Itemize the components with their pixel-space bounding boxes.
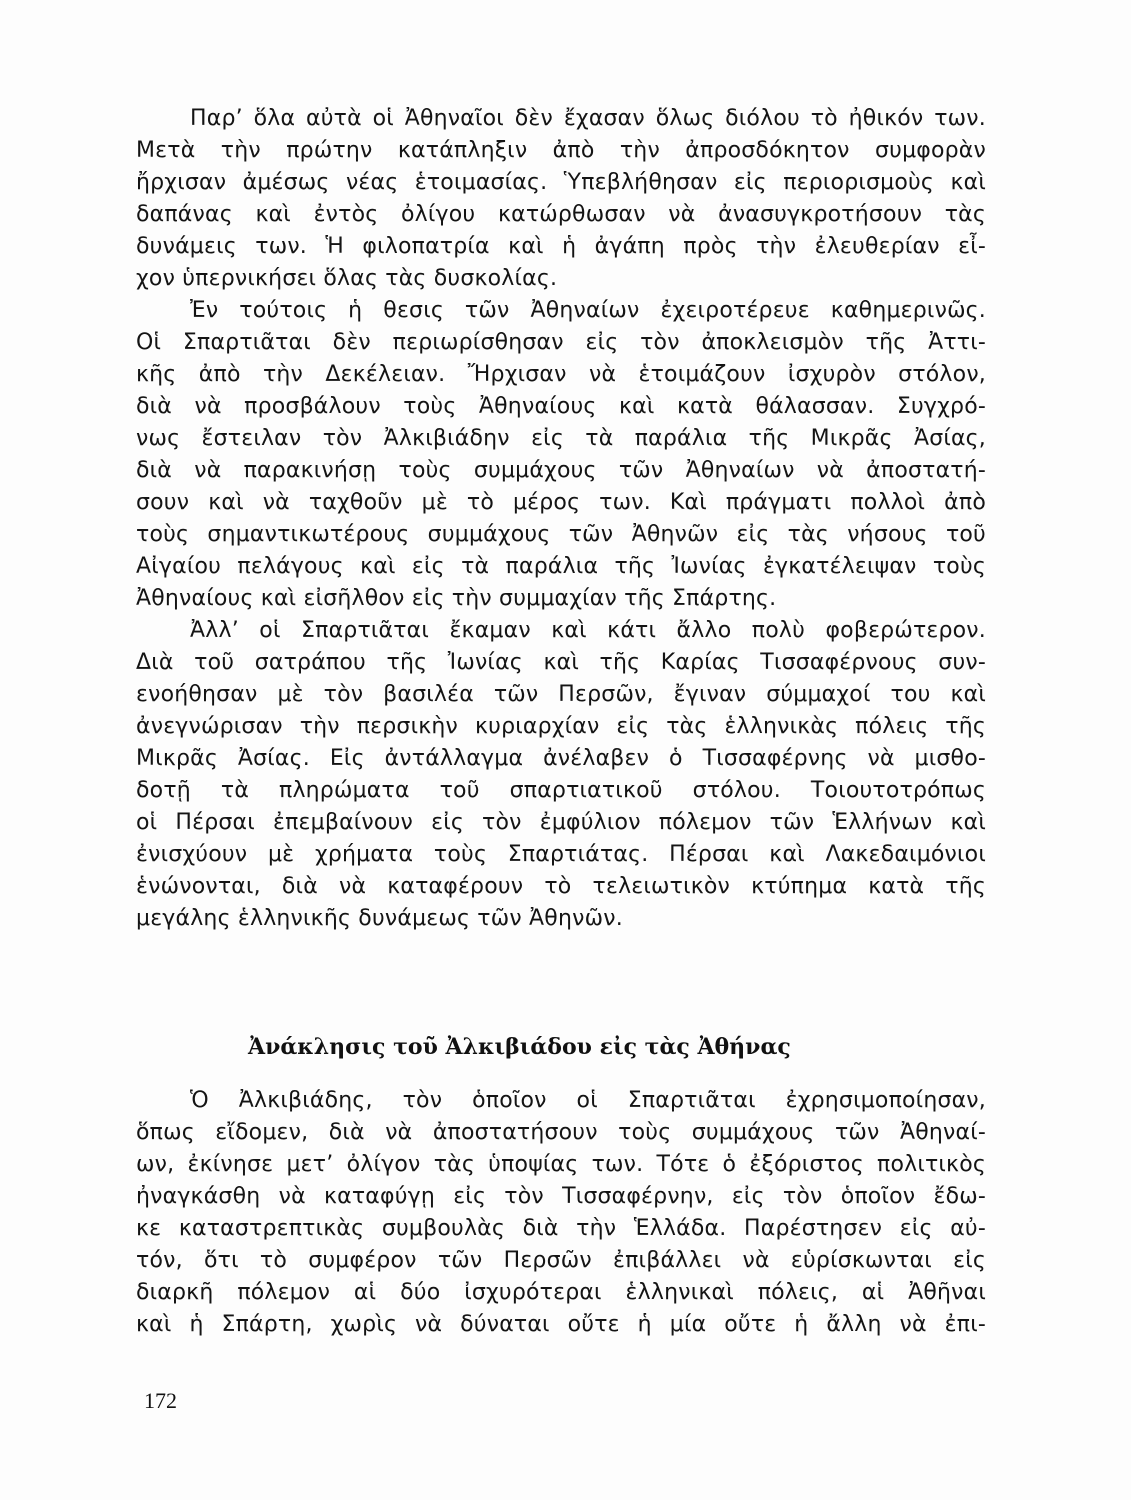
text-line: ἤρχισαν ἀμέσως νέας ἑτοιμασίας. Ὑπεβλήθησαν εἰς περιορισμοὺς καὶ	[136, 170, 986, 195]
text-line: νως ἔστειλαν τὸν Ἀλκιβιάδην εἰς τὰ παράλια τῆς Μικρᾶς Ἀσίας,	[136, 426, 986, 451]
text-line: ἐνισχύουν μὲ χρήματα τοὺς Σπαρτιάτας. Πέρσαι καὶ Λακεδαιμόνιοι	[136, 842, 986, 867]
text-line: ὅπως εἴδομεν, διὰ νὰ ἀποστατήσουν τοὺς συμμάχους τῶν Ἀθηναί-	[136, 1120, 986, 1145]
page-number: 172	[144, 1388, 177, 1413]
text-line: τοὺς σημαντικωτέρους συμμάχους τῶν Ἀθηνῶν εἰς τὰς νήσους τοῦ	[136, 522, 986, 547]
text-line: δαπάνας καὶ ἐντὸς ὀλίγου κατώρθωσαν νὰ ἀνασυγκροτήσουν τὰς	[136, 202, 986, 227]
text-line: μεγάλης ἑλληνικῆς δυνάμεως τῶν Ἀθηνῶν.	[136, 906, 623, 931]
text-line: σουν καὶ νὰ ταχθοῦν μὲ τὸ μέρος των. Καὶ πράγματι πολλοὶ ἀπὸ	[136, 490, 986, 515]
text-line: Οἱ Σπαρτιᾶται δὲν περιωρίσθησαν εἰς τὸν ἀποκλεισμὸν τῆς Ἀττι-	[136, 330, 986, 355]
main-text-block	[136, 103, 986, 935]
section-text-block	[136, 1085, 986, 1341]
text-line: ἑνώνονται, διὰ νὰ καταφέρουν τὸ τελειωτικὸν κτύπημα κατὰ τῆς	[136, 874, 986, 899]
text-line: Αἰγαίου πελάγους καὶ εἰς τὰ παράλια τῆς Ἰωνίας ἐγκατέλειψαν τοὺς	[136, 554, 986, 579]
text-line: διὰ νὰ προσβάλουν τοὺς Ἀθηναίους καὶ κατὰ θάλασσαν. Συγχρό-	[136, 394, 986, 419]
text-line: Μετὰ τὴν πρώτην κατάπληξιν ἀπὸ τὴν ἀπροσδόκητον συμφορὰν	[136, 138, 986, 163]
text-line: τόν, ὅτι τὸ συμφέρον τῶν Περσῶν ἐπιβάλλει νὰ εὑρίσκωνται εἰς	[136, 1248, 986, 1273]
text-line: ἀνεγνώρισαν τὴν περσικὴν κυριαρχίαν εἰς τὰς ἑλληνικὰς πόλεις τῆς	[136, 714, 986, 739]
section-heading: Ἀνάκλησις τοῦ Ἀλκιβιάδου εἰς τὰς Ἀθήνας	[248, 1034, 791, 1060]
text-line: ων, ἐκίνησε μετ’ ὀλίγον τὰς ὑποψίας των. Τότε ὁ ἐξόριστος πολιτικὸς	[136, 1152, 986, 1177]
text-line: δυνάμεις των. Ἡ φιλοπατρία καὶ ἡ ἀγάπη πρὸς τὴν ἐλευθερίαν εἶ-	[136, 234, 986, 259]
text-line: Παρ’ ὅλα αὐτὰ οἱ Ἀθηναῖοι δὲν ἔχασαν ὅλως διόλου τὸ ἠθικόν των.	[190, 106, 986, 131]
text-line: κῆς ἀπὸ τὴν Δεκέλειαν. Ἤρχισαν νὰ ἑτοιμάζουν ἰσχυρὸν στόλον,	[136, 362, 986, 387]
text-line: Μικρᾶς Ἀσίας. Εἰς ἀντάλλαγμα ἀνέλαβεν ὁ Τισσαφέρνης νὰ μισθο-	[136, 746, 986, 771]
text-line: καὶ ἡ Σπάρτη, χωρὶς νὰ δύναται οὔτε ἡ μία οὔτε ἡ ἄλλη νὰ ἐπι-	[136, 1312, 986, 1337]
text-line: Ὁ Ἀλκιβιάδης, τὸν ὁποῖον οἱ Σπαρτιᾶται ἐχρησιμοποίησαν,	[190, 1088, 986, 1113]
text-line: Ἀθηναίους καὶ εἰσῆλθον εἰς τὴν συμμαχίαν τῆς Σπάρτης.	[136, 586, 777, 611]
text-line: οἱ Πέρσαι ἐπεμβαίνουν εἰς τὸν ἐμφύλιον πόλεμον τῶν Ἑλλήνων καὶ	[136, 810, 986, 835]
text-line: δοτῇ τὰ πληρώματα τοῦ σπαρτιατικοῦ στόλου. Τοιουτοτρόπως	[136, 778, 986, 803]
text-line: Ἀλλ’ οἱ Σπαρτιᾶται ἔκαμαν καὶ κάτι ἄλλο πολὺ φοβερώτερον.	[190, 618, 986, 643]
text-line: χον ὑπερνικήσει ὅλας τὰς δυσκολίας.	[136, 266, 558, 291]
text-line: Διὰ τοῦ σατράπου τῆς Ἰωνίας καὶ τῆς Καρίας Τισσαφέρνους συν-	[136, 650, 986, 675]
text-line: Ἐν τούτοις ἡ θεσις τῶν Ἀθηναίων ἐχειροτέρευε καθημερινῶς.	[190, 298, 986, 323]
text-line: κε καταστρεπτικὰς συμβουλὰς διὰ τὴν Ἑλλάδα. Παρέστησεν εἰς αὐ-	[136, 1216, 986, 1241]
text-line: διαρκῆ πόλεμον αἱ δύο ἰσχυρότεραι ἑλληνικαὶ πόλεις, αἱ Ἀθῆναι	[136, 1280, 986, 1305]
text-line: ενοήθησαν μὲ τὸν βασιλέα τῶν Περσῶν, ἔγιναν σύμμαχοί του καὶ	[136, 682, 986, 707]
text-line: ἠναγκάσθη νὰ καταφύγῃ εἰς τὸν Τισσαφέρνην, εἰς τὸν ὁποῖον ἔδω-	[136, 1184, 986, 1209]
text-line: διὰ νὰ παρακινήσῃ τοὺς συμμάχους τῶν Ἀθηναίων νὰ ἀποστατή-	[136, 458, 986, 483]
